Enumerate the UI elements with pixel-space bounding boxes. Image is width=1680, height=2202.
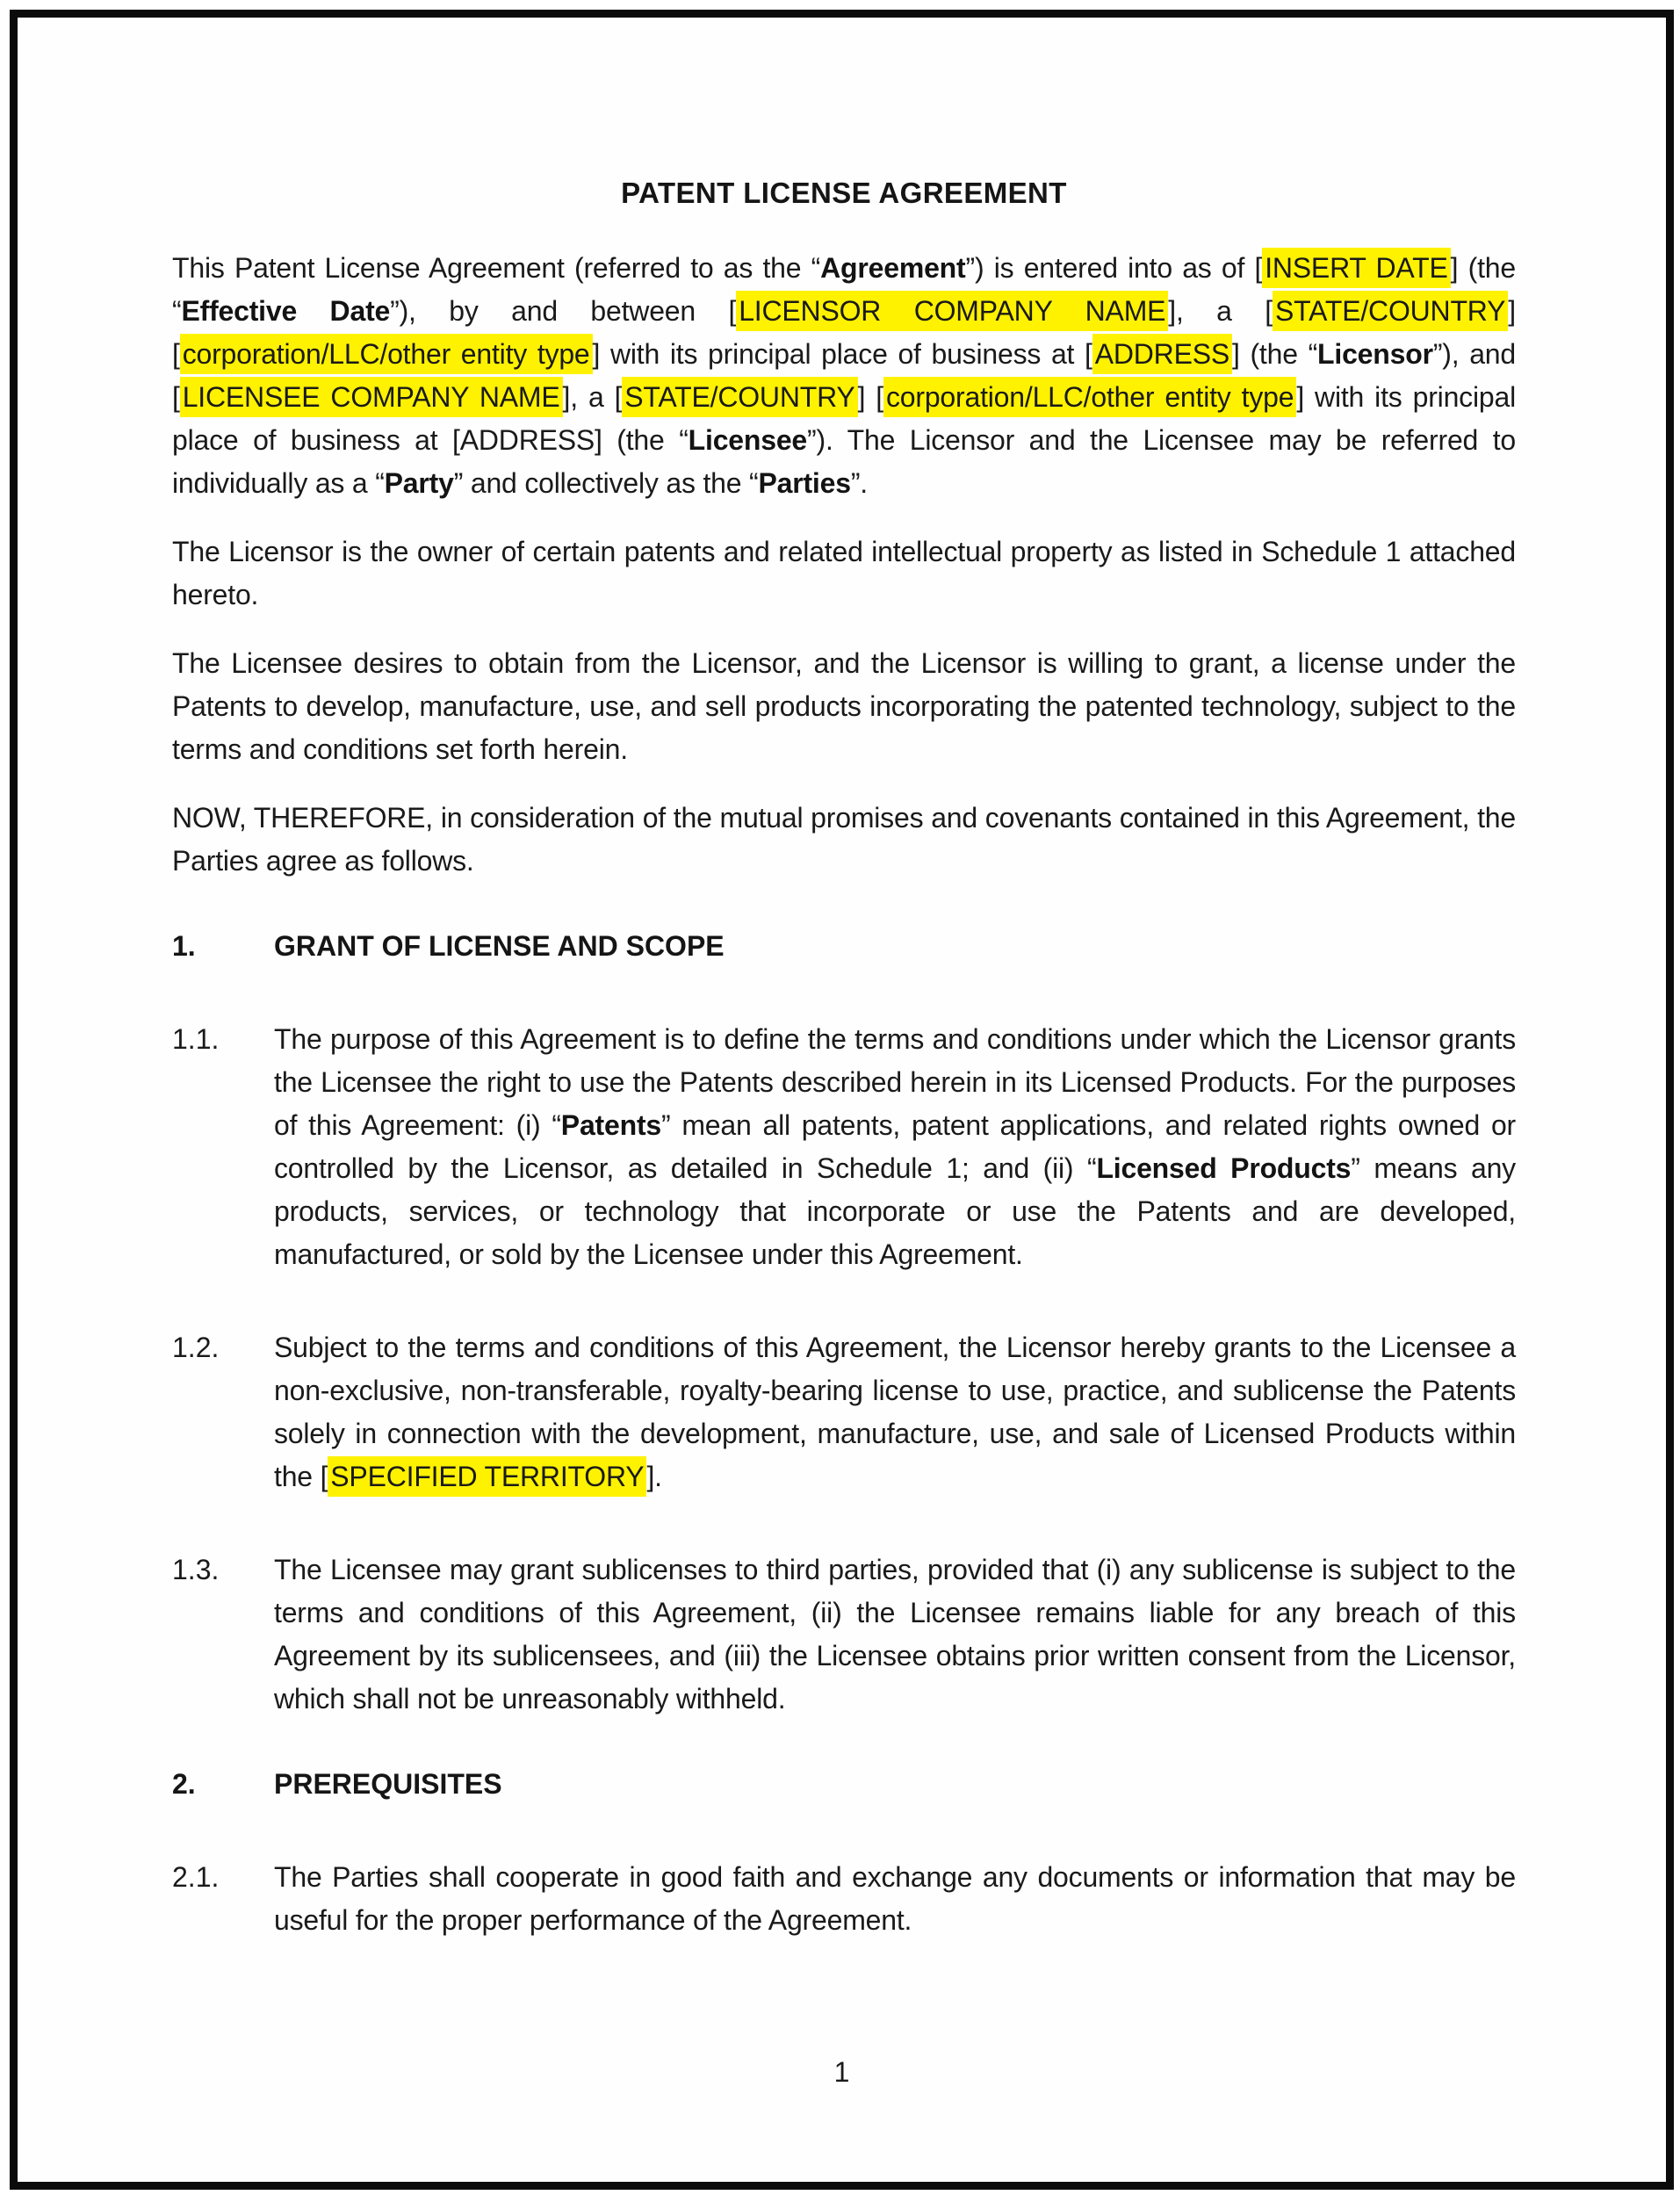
section-1-heading: GRANT OF LICENSE AND SCOPE (274, 930, 725, 962)
section-1-number: 1. (172, 930, 196, 962)
clause-2-1-text: The Parties shall cooperate in good faith and exchange any documents or information that may be useful for the proper performance of the Agreement. (274, 1861, 1516, 1936)
page-border (10, 10, 1674, 2190)
document-title: PATENT LICENSE AGREEMENT (621, 177, 1067, 209)
preamble-paragraph-1: This Patent License Agreement (referred to as the “Agreement”) is entered into as of [INSERT DATE] (the “Effective Date”), by and between [LICENSOR COMPANY NAME], a [STATE/COUNTRY] [corporation/LLC/other entity type] with its principal place of business at [ADDRESS] (the “Licensor”), and [LICENSEE COMPANY NAME], a [STATE/COUNTRY] [corporation/LLC/other entity type] with its principal place of business at [ADDRESS] (the “Licensee”). The Licensor and the Licensee may be referred to individually as a “Party” and collectively as the “Parties”. (172, 247, 1516, 505)
clause-2-1 (172, 1856, 1516, 1942)
section-2-heading-row (172, 1763, 1516, 1806)
section-2-heading: PREREQUISITES (274, 1768, 502, 1800)
section-2 (172, 1763, 1516, 1942)
clause-1-2 (172, 1326, 1516, 1498)
clause-1-1-text: The purpose of this Agreement is to define the terms and conditions under which the Licensor grants the Licensee the right to use the Patents described herein in its Licensed Products. For the purposes of this Agreement: (i) “Patents” mean all patents, patent applications, and related rights owned or controlled by the Licensor, as detailed in Schedule 1; and (ii) “Licensed Products” means any products, services, or technology that incorporate or use the Patents and are developed, manufactured, or sold by the Licensee under this Agreement. (274, 1023, 1516, 1270)
clause-1-3-number: 1.3. (172, 1554, 220, 1585)
clause-2-1-number: 2.1. (172, 1861, 220, 1893)
clause-1-1 (172, 1018, 1516, 1276)
clause-1-3-text: The Licensee may grant sublicenses to third parties, provided that (i) any sublicense is subject to the terms and conditions of this Agreement, (ii) the Licensee remains liable for any breach of this Agreement by its sublicensees, and (iii) the Licensee obtains prior written consent from the Licensor, which shall not be unreasonably withheld. (274, 1554, 1516, 1715)
clause-1-1-number: 1.1. (172, 1023, 220, 1055)
clause-1-3 (172, 1549, 1516, 1721)
section-2-number: 2. (172, 1768, 196, 1800)
preamble-paragraph-2: The Licensor is the owner of certain patents and related intellectual property as listed in Schedule 1 attached hereto. (172, 536, 1516, 610)
preamble-paragraph-4: NOW, THEREFORE, in consideration of the mutual promises and covenants contained in this Agreement, the Parties agree as follows. (172, 802, 1516, 877)
preamble-paragraph-3: The Licensee desires to obtain from the Licensor, and the Licensor is willing to grant, a license under the Patents to develop, manufacture, use, and sell products incorporating the patented technology, subject to the terms and conditions set forth herein. (172, 647, 1516, 765)
clause-1-2-text: Subject to the terms and conditions of this Agreement, the Licensor hereby grants to the Licensee a non-exclusive, non-transferable, royalty-bearing license to use, practice, and sublicense the Patents solely in connection with the development, manufacture, use, and sale of Licensed Products within the [SPECIFIED TERRITORY]. (274, 1326, 1516, 1498)
clause-1-2-number: 1.2. (172, 1332, 220, 1363)
section-1 (172, 925, 1516, 1721)
page-number: 1 (833, 2056, 850, 2088)
section-1-heading-row (172, 925, 1516, 968)
